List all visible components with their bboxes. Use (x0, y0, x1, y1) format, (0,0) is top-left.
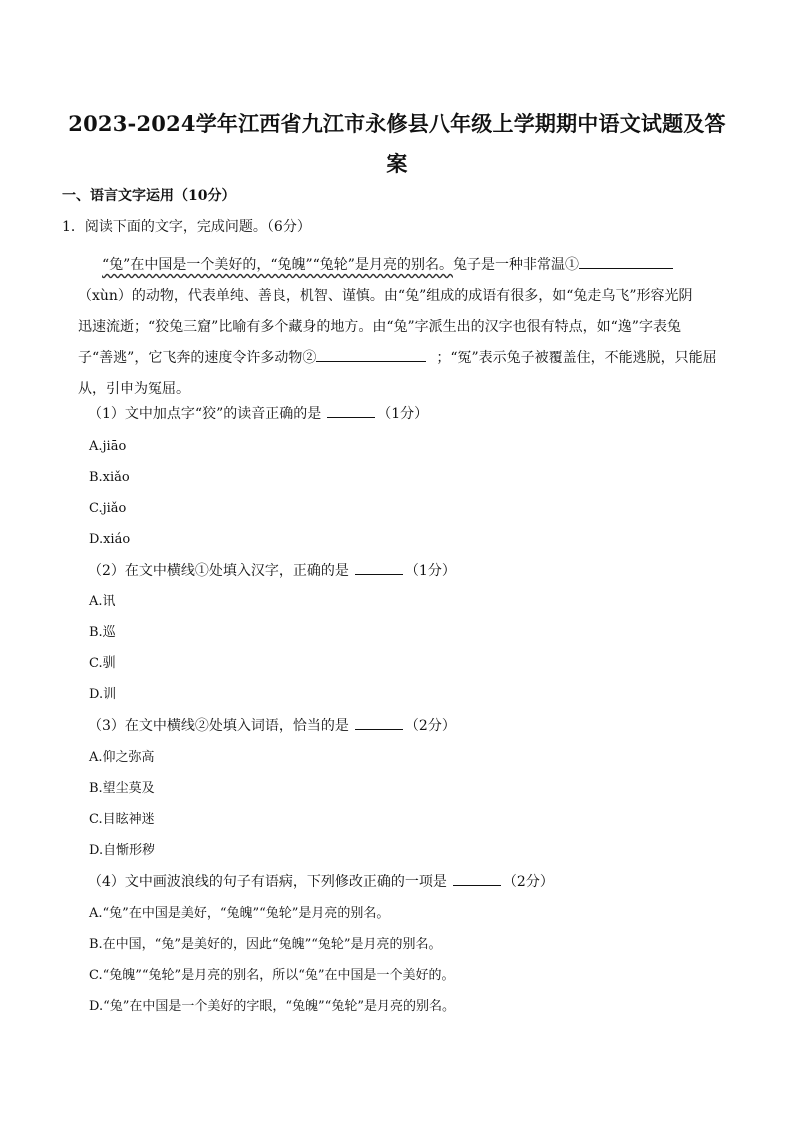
fill-blank-2 (316, 347, 426, 362)
title-line-2: 案 (386, 151, 408, 176)
option-item: D.自惭形秽 (89, 843, 156, 858)
option-item: A.讯 (89, 594, 116, 609)
sub-question-score: （2分） (404, 718, 456, 734)
option-item: A.“兔”在中国是美好，“兔魄”“兔轮”是月亮的别名。 (89, 906, 390, 921)
sub-question-text: （1）文中加点字“狡”的读音正确的是 (88, 406, 322, 422)
option-item: C.驯 (89, 656, 116, 671)
option-item: B.巡 (89, 625, 116, 640)
title-line-1: 2023-2024学年江西省九江市永修县八年级上学期期中语文试题及答 (68, 111, 726, 136)
option-item: C.“兔魄”“兔轮”是月亮的别名，所以“兔”在中国是一个美好的。 (89, 968, 455, 983)
option-item: D.xiáo (89, 532, 131, 547)
option-item: D.“兔”在中国是一个美好的字眼，“兔魄”“兔轮”是月亮的别名。 (89, 999, 455, 1014)
passage-line-3: 迅速流逝；“狡兔三窟”比喻有多个藏身的地方。由“兔”字派生出的汉字也很有特点，如“逸”字表兔 (78, 319, 681, 335)
passage-text: 兔子是一种非常温① (452, 257, 579, 273)
sub-question-score: （2分） (502, 874, 554, 890)
answer-blank (327, 405, 375, 418)
option-item: C.jiǎo (89, 501, 127, 516)
sub-question-text: （4）文中画波浪线的句子有语病，下列修改正确的一项是 (88, 874, 447, 890)
question-intro: 1．阅读下面的文字，完成问题。（6分） (62, 219, 311, 235)
answer-blank (355, 562, 403, 575)
passage-line-1 (78, 250, 726, 281)
sub-question-text: （3）在文中横线②处填入词语，恰当的是 (88, 718, 349, 734)
sub-question-4 (88, 873, 554, 891)
section-heading: 一、语言文字运用（10分） (62, 188, 236, 204)
fill-blank-1 (579, 254, 673, 269)
wavy-underlined-sentence: “兔”在中国是一个美好的，“兔魄”“兔轮”是月亮的别名。 (102, 257, 453, 273)
answer-blank (355, 717, 403, 730)
sub-question-text: （2）在文中横线①处填入汉字，正确的是 (88, 563, 349, 579)
document-title (60, 104, 734, 184)
option-item: A.jiāo (89, 439, 127, 454)
passage-line-2: （xùn）的动物，代表单纯、善良，机智、谨慎。由“兔”组成的成语有很多，如“兔走乌飞”形容光阴 (78, 288, 693, 304)
sub-question-2 (88, 562, 456, 580)
passage-text: 子“善逃”，它飞奔的速度令许多动物② (78, 350, 317, 366)
answer-blank (453, 873, 501, 886)
passage-line-5: 从，引申为冤屈。 (78, 381, 190, 397)
sub-question-score: （1分） (404, 563, 456, 579)
reading-passage (78, 250, 726, 405)
sub-question-score: （1分） (377, 406, 429, 422)
passage-line-4 (78, 343, 726, 374)
option-item: B.在中国，“兔”是美好的，因此“兔魄”“兔轮”是月亮的别名。 (89, 937, 442, 952)
sub-question-1 (88, 405, 428, 423)
option-item: B.xiǎo (89, 470, 130, 485)
option-item: A.仰之弥高 (89, 750, 155, 765)
option-item: C.目眩神迷 (89, 812, 155, 827)
sub-question-3 (88, 717, 456, 735)
option-item: D.训 (89, 687, 117, 702)
option-item: B.望尘莫及 (89, 781, 155, 796)
passage-text: ；“冤”表示兔子被覆盖住，不能逃脱，只能屈 (436, 350, 717, 366)
